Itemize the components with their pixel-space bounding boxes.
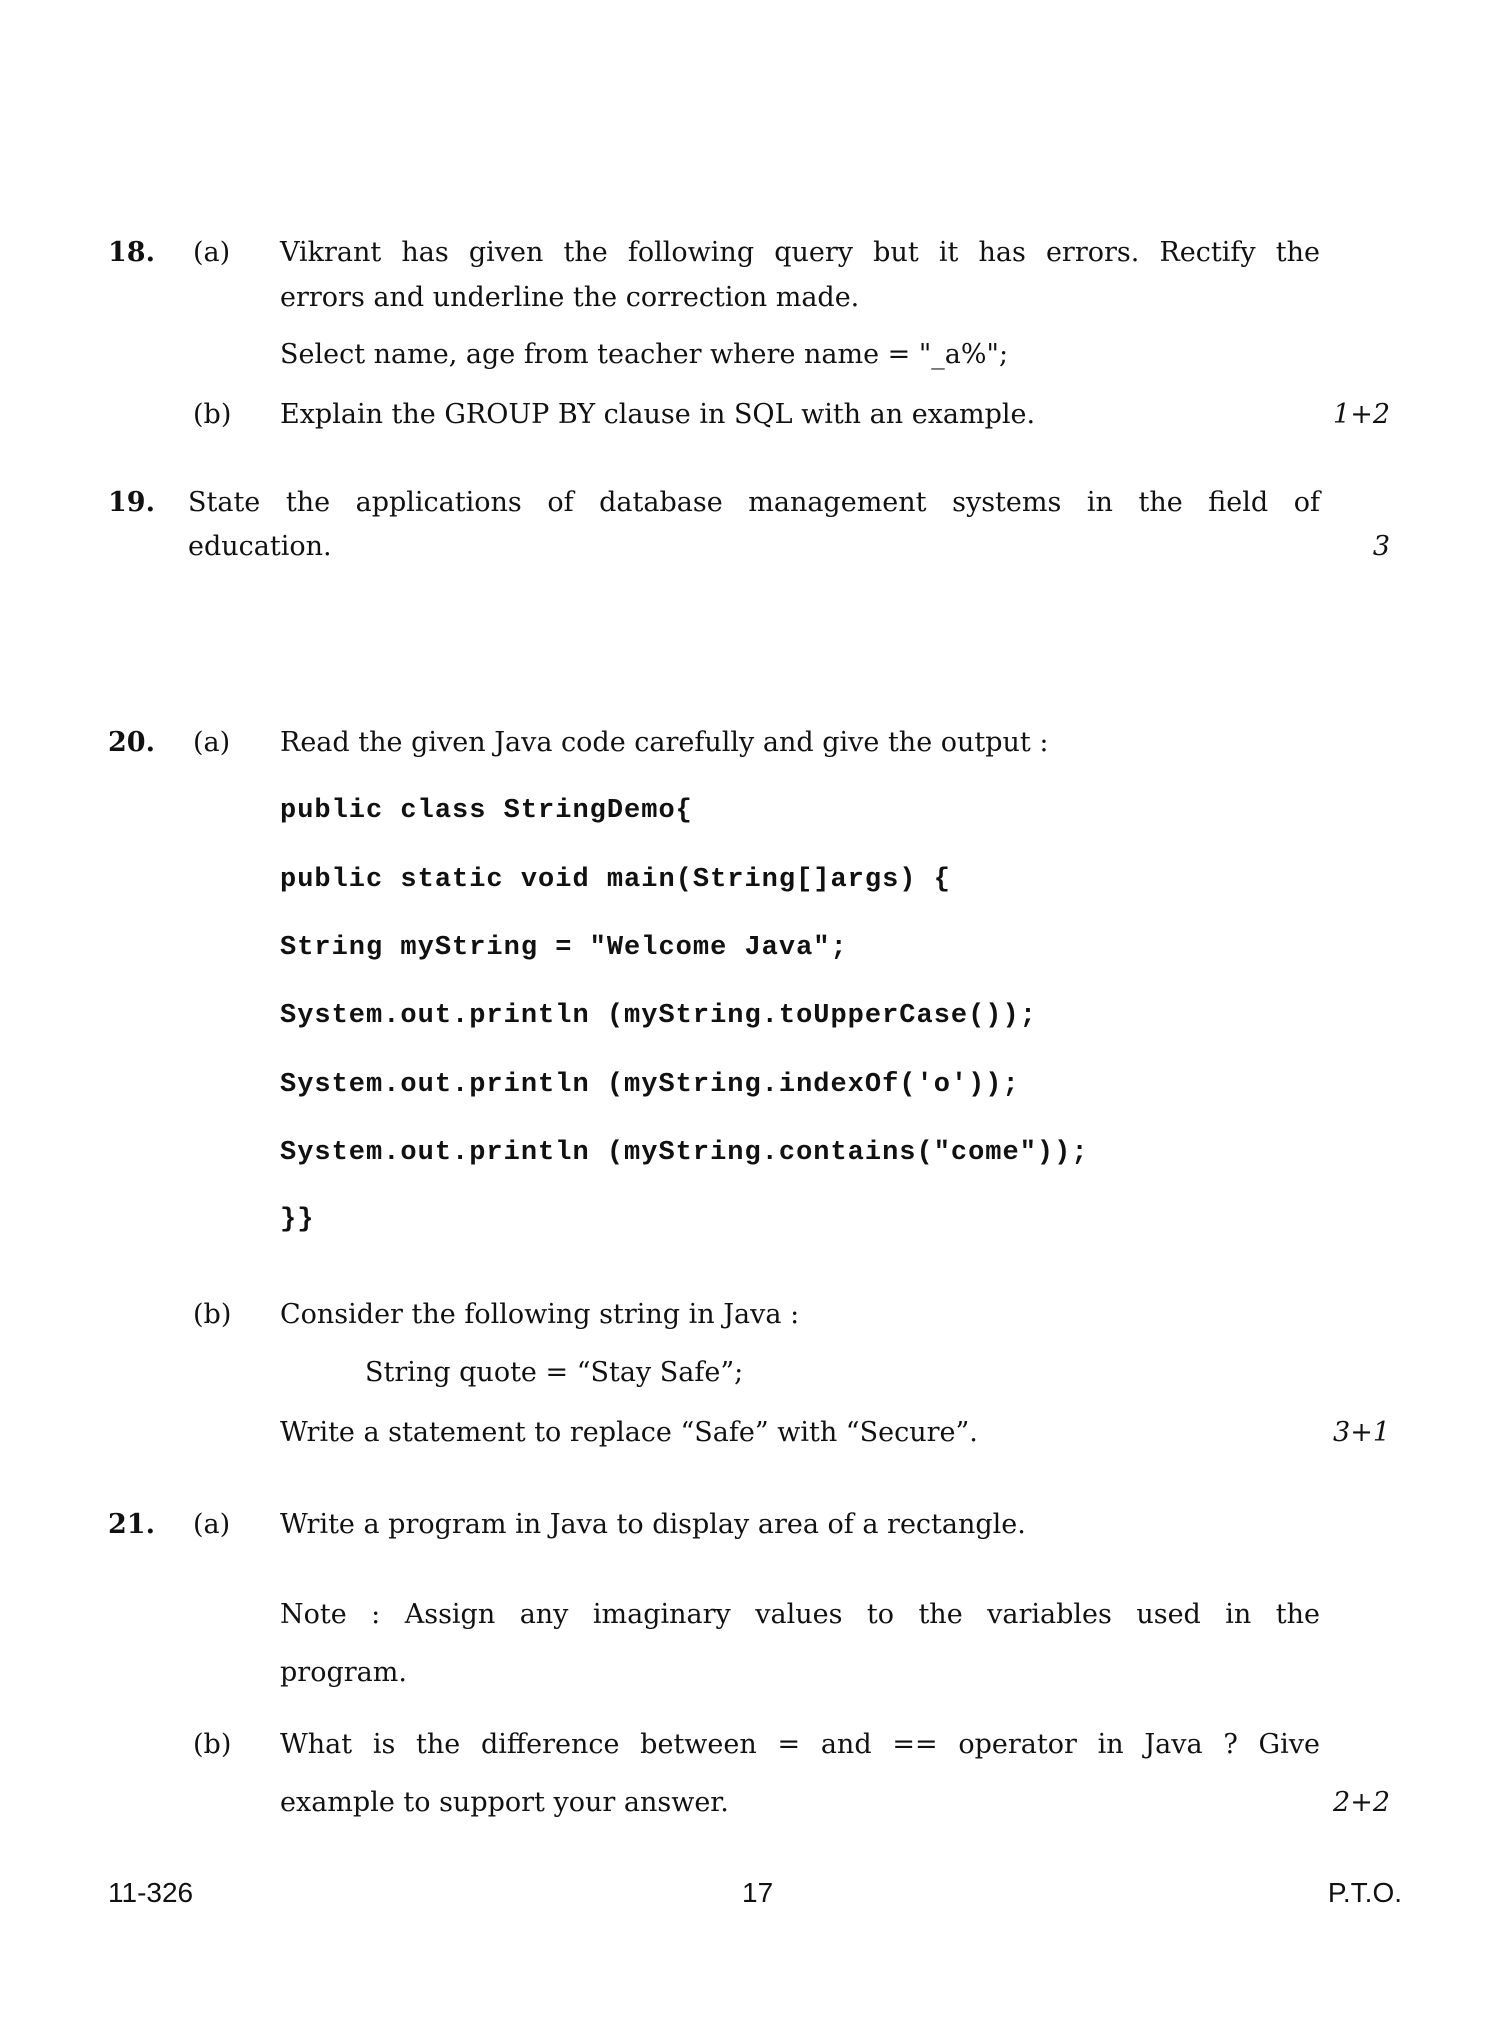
question-18-marks: 1+2 (1333, 399, 1390, 430)
question-20b-string-declaration: String quote = “Stay Safe”; (365, 1357, 744, 1388)
question-19-text-line2: education. (188, 531, 332, 562)
question-21b-text-line2: example to support your answer. (280, 1787, 729, 1818)
question-20a-label: (a) (193, 727, 231, 758)
question-18a-label: (a) (193, 237, 231, 268)
question-21-number: 21. (108, 1509, 155, 1540)
question-21a-text: Write a program in Java to display area of a rectangle. (280, 1509, 1026, 1540)
please-turn-over: P.T.O. (1327, 1877, 1402, 1908)
question-20a-text: Read the given Java code carefully and give the output : (280, 727, 1049, 758)
question-20-marks: 3+1 (1333, 1417, 1390, 1448)
question-21a-label: (a) (193, 1509, 231, 1540)
code-line-2: public static void main(String[]args) { (280, 865, 951, 895)
question-20b-text-line1: Consider the following string in Java : (280, 1299, 800, 1330)
code-line-5: System.out.println (myString.indexOf('o')); (280, 1070, 1020, 1100)
question-18b-label: (b) (193, 399, 232, 430)
paper-code: 11-326 (108, 1877, 194, 1908)
page-number: 17 (742, 1877, 774, 1908)
question-18a-text-line2: errors and underline the correction made. (280, 282, 860, 313)
question-20-number: 20. (108, 727, 155, 758)
question-20b-label: (b) (193, 1299, 232, 1330)
question-21a-note-line2: program. (280, 1657, 407, 1688)
question-21a-note-line1: Note : Assign any imaginary values to the variables used in the (280, 1599, 1320, 1630)
code-line-4: System.out.println (myString.toUpperCase()); (280, 1001, 1037, 1031)
question-21b-text-line1: What is the difference between = and == operator in Java ? Give (280, 1729, 1320, 1760)
question-19-text-line1: State the applications of database management systems in the field of (188, 487, 1320, 518)
code-line-7: }} (280, 1205, 315, 1235)
question-18-number: 18. (108, 237, 155, 268)
question-18a-query: Select name, age from teacher where name = "_a%"; (280, 339, 1009, 370)
question-21b-label: (b) (193, 1729, 232, 1760)
question-20b-text-line3: Write a statement to replace “Safe” with “Secure”. (280, 1417, 978, 1448)
question-19-number: 19. (108, 487, 155, 518)
question-18b-text: Explain the GROUP BY clause in SQL with an example. (280, 399, 1036, 430)
code-line-6: System.out.println (myString.contains("come")); (280, 1138, 1089, 1168)
question-19-marks: 3 (1372, 531, 1390, 562)
question-18a-text-line1: Vikrant has given the following query but it has errors. Rectify the (280, 237, 1320, 268)
code-line-1: public class StringDemo{ (280, 796, 693, 826)
question-21-marks: 2+2 (1333, 1787, 1390, 1818)
code-line-3: String myString = "Welcome Java"; (280, 933, 848, 963)
